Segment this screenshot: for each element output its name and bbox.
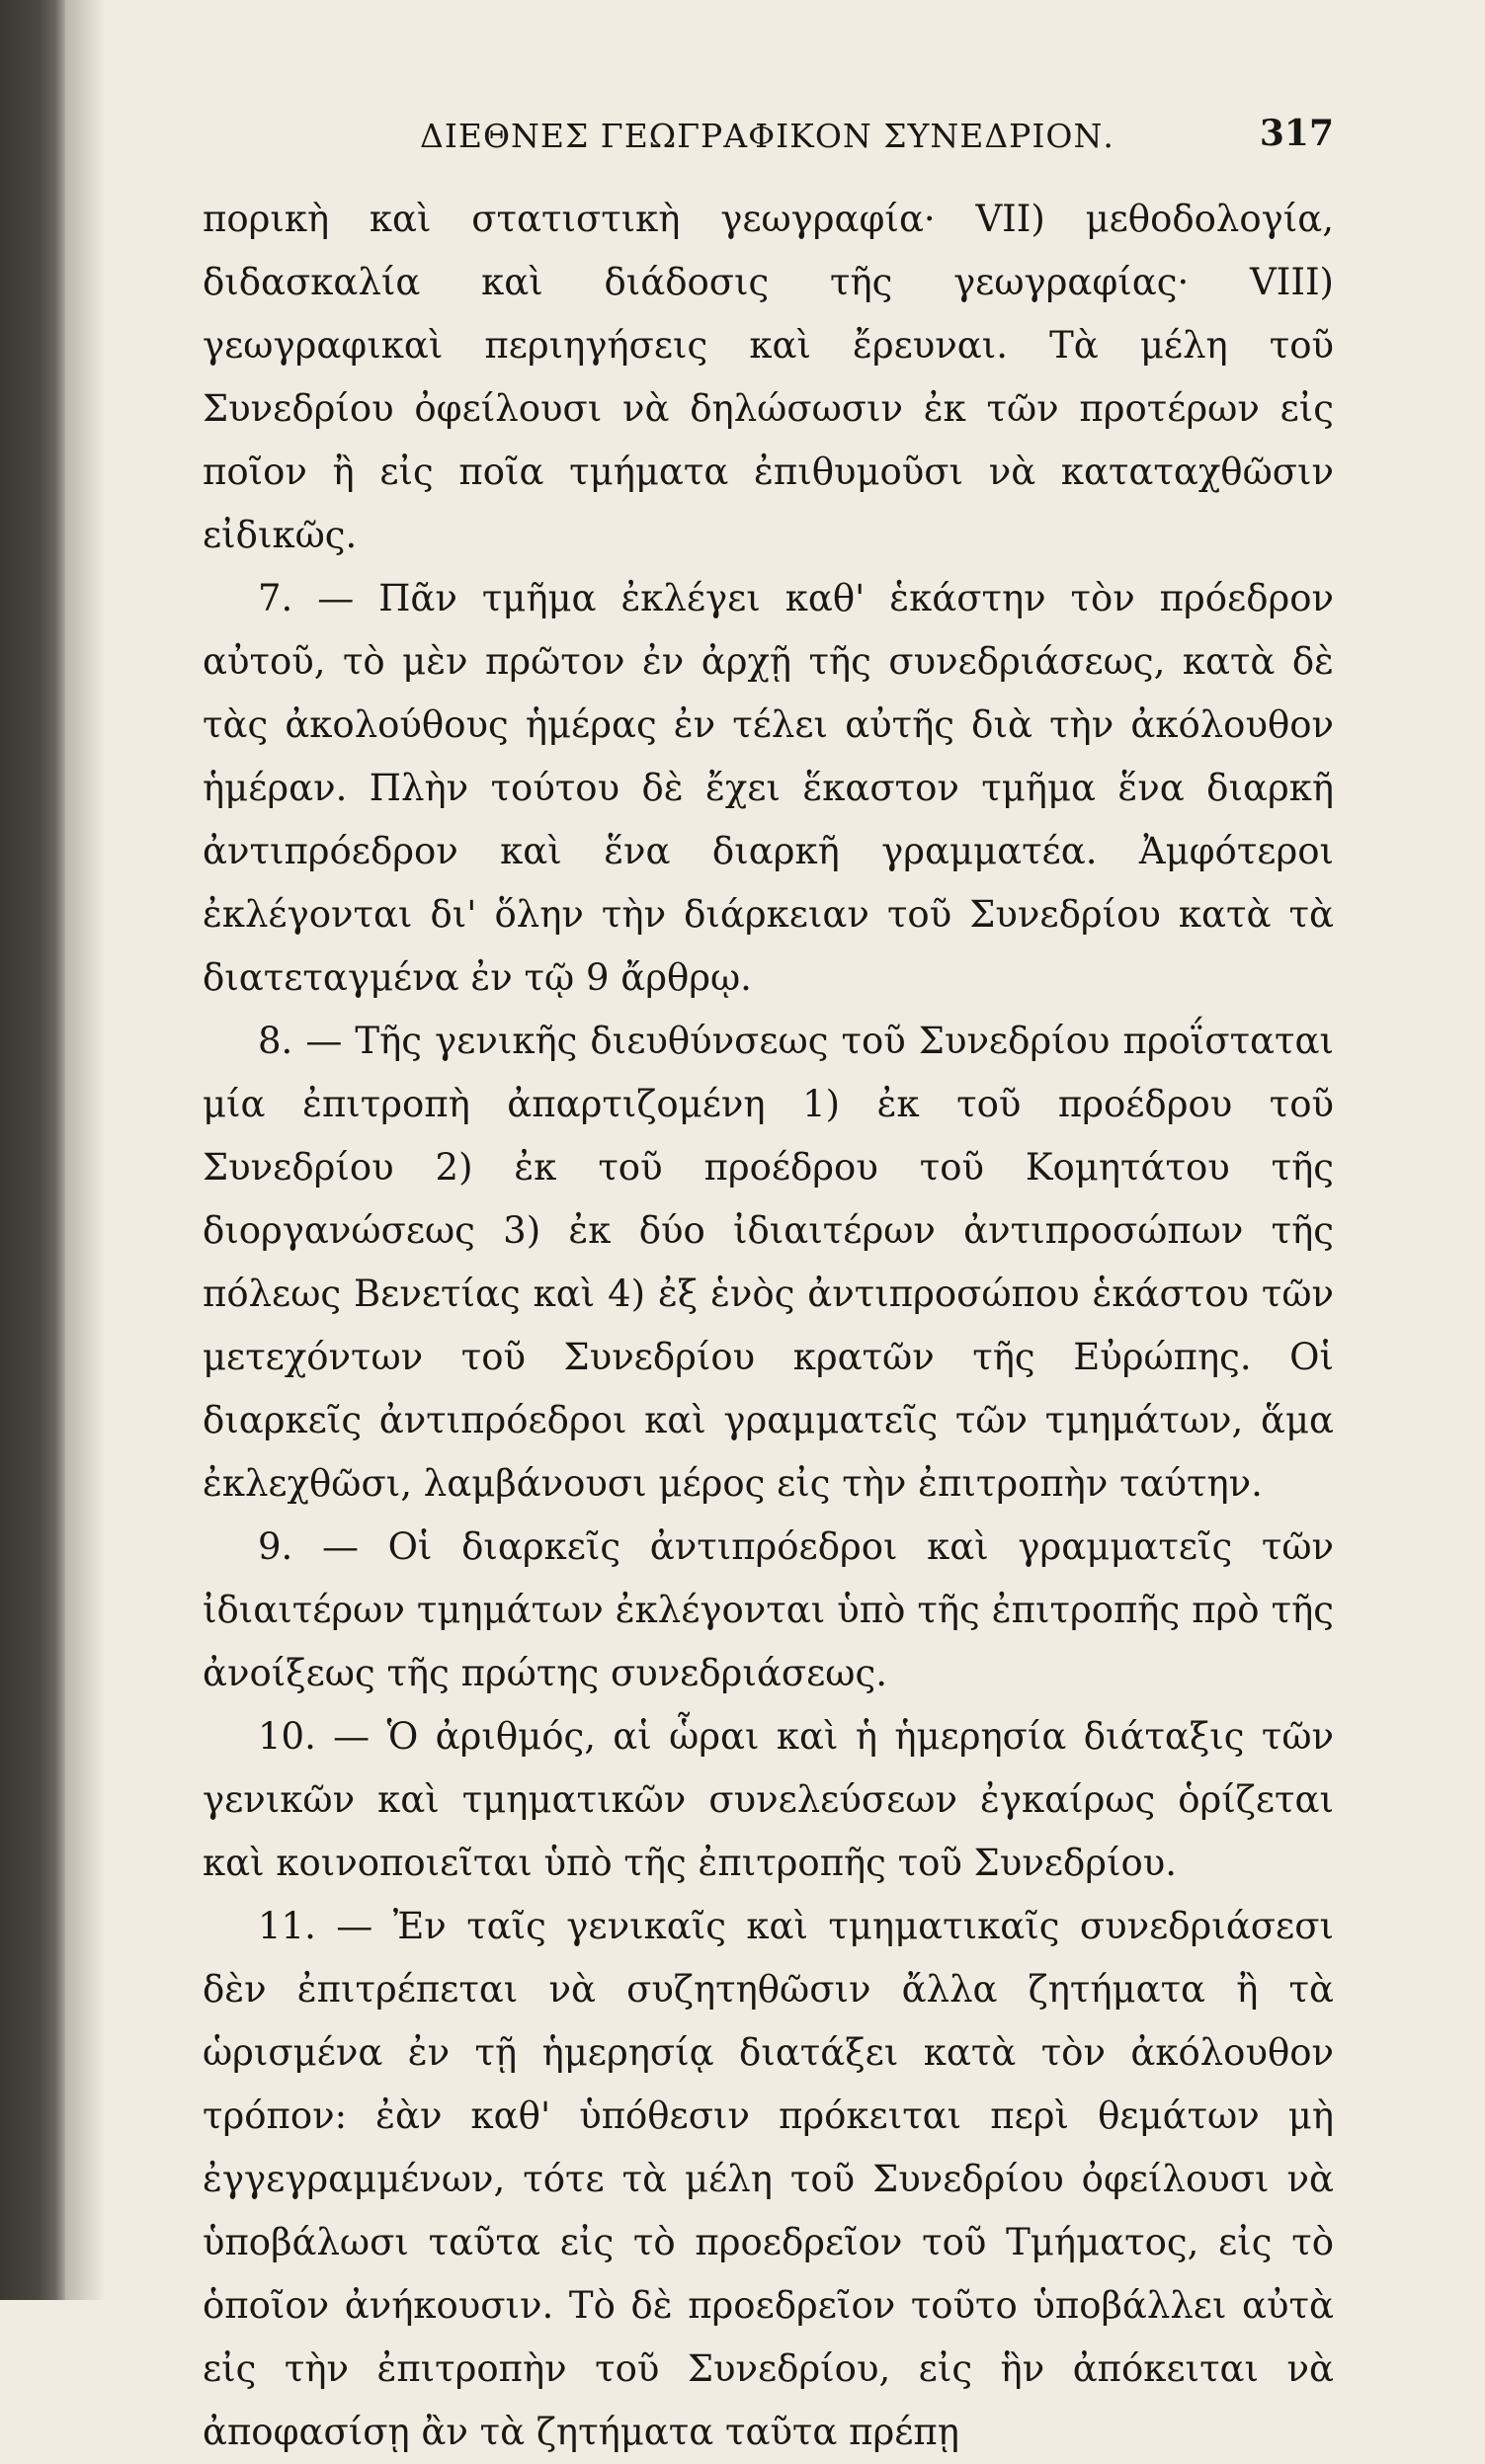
running-header — [203, 109, 1334, 168]
book-binding-edge — [0, 0, 65, 2300]
paragraph-continuation: πορικὴ καὶ στατιστικὴ γεωγραφία· VII) μεθοδολογία, διδασκαλία καὶ διάδοσις τῆς γεωγραφίας· VIII) γεωγραφικαὶ περιηγήσεις καὶ ἔρευναι. Τὰ μέλη τοῦ Συνεδρίου ὀφείλουσι νὰ δηλώσωσιν ἐκ τῶν προτέρων εἰς ποῖον ἢ εἰς ποῖα τμήματα ἐπιθυμοῦσι νὰ καταταχθῶσιν εἰδικῶς. — [203, 198, 1334, 556]
book-page — [203, 109, 1334, 2464]
paragraph-article-8: 8. — Τῆς γενικῆς διευθύνσεως τοῦ Συνεδρίου προΐσταται μία ἐπιτροπὴ ἀπαρτιζομένη 1) ἐκ τοῦ προέδρου τοῦ Συνεδρίου 2) ἐκ τοῦ προέδρου τοῦ Κομητάτου τῆς διοργανώσεως 3) ἐκ δύο ἰδιαιτέρων ἀντιπροσώπων τῆς πόλεως Βενετίας καὶ 4) ἐξ ἑνὸς ἀντιπροσώπου ἑκάστου τῶν μετεχόντων τοῦ Συνεδρίου κρατῶν τῆς Εὐρώπης. Οἱ διαρκεῖς ἀντιπρόεδροι καὶ γραμματεῖς τῶν τμημάτων, ἅμα ἐκλεχθῶσι, λαμβάνουσι μέρος εἰς τὴν ἐπιτροπὴν ταύτην. — [203, 1020, 1334, 1505]
paragraph-article-10: 10. — Ὁ ἀριθμός, αἱ ὧραι καὶ ἡ ἡμερησία διάταξις τῶν γενικῶν καὶ τμηματικῶν συνελεύσεων ἐγκαίρως ὁρίζεται καὶ κοινοποιεῖται ὑπὸ τῆς ἐπιτροπῆς τοῦ Συνεδρίου. — [203, 1715, 1334, 1884]
running-title: ΔΙΕΘΝΕΣ ΓΕΩΓΡΑΦΙΚΟΝ ΣΥΝΕΔΡΙΟΝ. — [420, 117, 1114, 155]
body-text — [203, 188, 1334, 2464]
page-number: 317 — [1259, 113, 1334, 154]
paragraph-article-7: 7. — Πᾶν τμῆμα ἐκλέγει καθ' ἑκάστην τὸν πρόεδρον αὐτοῦ, τὸ μὲν πρῶτον ἐν ἀρχῇ τῆς συνεδριάσεως, κατὰ δὲ τὰς ἀκολούθους ἡμέρας ἐν τέλει αὐτῆς διὰ τὴν ἀκόλουθον ἡμέραν. Πλὴν τούτου δὲ ἔχει ἕκαστον τμῆμα ἕνα διαρκῆ ἀντιπρόεδρον καὶ ἕνα διαρκῆ γραμματέα. Ἀμφότεροι ἐκλέγονται δι' ὅλην τὴν διάρκειαν τοῦ Συνεδρίου κατὰ τὰ διατεταγμένα ἐν τῷ 9 ἄρθρῳ. — [203, 577, 1334, 999]
paragraph-article-9: 9. — Οἱ διαρκεῖς ἀντιπρόεδροι καὶ γραμματεῖς τῶν ἰδιαιτέρων τμημάτων ἐκλέγονται ὑπὸ τῆς ἐπιτροπῆς πρὸ τῆς ἀνοίξεως τῆς πρώτης συνεδριάσεως. — [203, 1525, 1334, 1694]
paragraph-article-11: 11. — Ἐν ταῖς γενικαῖς καὶ τμηματικαῖς συνεδριάσεσι δὲν ἐπιτρέπεται νὰ συζητηθῶσιν ἄλλα ζητήματα ἢ τὰ ὡρισμένα ἐν τῇ ἡμερησίᾳ διατάξει κατὰ τὸν ἀκόλουθον τρόπον: ἐὰν καθ' ὑπόθεσιν πρόκειται περὶ θεμάτων μὴ ἐγγεγραμμένων, τότε τὰ μέλη τοῦ Συνεδρίου ὀφείλουσι νὰ ὑποβάλωσι ταῦτα εἰς τὸ προεδρεῖον τοῦ Τμήματος, εἰς τὸ ὁποῖον ἀνήκουσιν. Τὸ δὲ προεδρεῖον τοῦτο ὑποβάλλει αὐτὰ εἰς τὴν ἐπιτροπὴν τοῦ Συνεδρίου, εἰς ἣν ἀπόκειται νὰ ἀποφασίσῃ ἂν τὰ ζητήματα ταῦτα πρέπῃ — [203, 1905, 1334, 2453]
gutter-shadow — [65, 0, 105, 2300]
